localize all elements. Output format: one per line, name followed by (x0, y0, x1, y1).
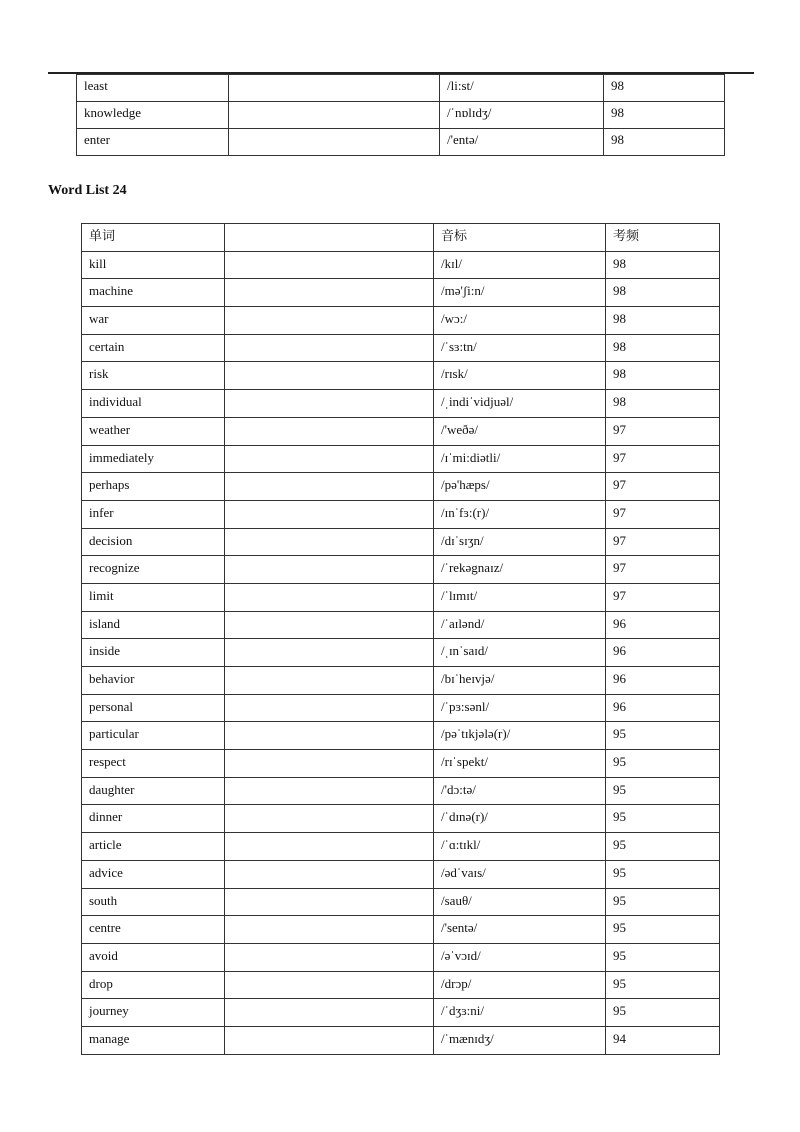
table-row (82, 943, 720, 971)
cell-word: article (82, 833, 225, 861)
table-row (82, 916, 720, 944)
cell-meaning (225, 722, 434, 750)
cell-word: advice (82, 860, 225, 888)
cell-frequency: 98 (606, 362, 720, 390)
cell-word: immediately (82, 445, 225, 473)
table-row (82, 667, 720, 695)
table-row (82, 528, 720, 556)
cell-meaning (225, 445, 434, 473)
cell-frequency: 96 (606, 611, 720, 639)
cell-meaning (225, 279, 434, 307)
cell-frequency: 98 (606, 390, 720, 418)
table-row (82, 888, 720, 916)
table-row (82, 279, 720, 307)
header-word: 单词 (82, 224, 225, 252)
table-row (82, 251, 720, 279)
cell-frequency: 96 (606, 639, 720, 667)
cell-phonetic: /rɪˈspekt/ (434, 750, 606, 778)
cell-word: infer (82, 500, 225, 528)
word-list-table-body (82, 251, 720, 1054)
cell-frequency: 97 (606, 528, 720, 556)
cell-phonetic: /dɪˈsɪʒn/ (434, 528, 606, 556)
previous-word-table (76, 74, 725, 156)
table-row (82, 971, 720, 999)
table-row (82, 750, 720, 778)
cell-meaning (225, 639, 434, 667)
cell-phonetic: /bɪˈheɪvjə/ (434, 667, 606, 695)
cell-frequency: 97 (606, 445, 720, 473)
cell-meaning (225, 307, 434, 335)
cell-phonetic: /'weðə/ (434, 417, 606, 445)
cell-frequency: 97 (606, 500, 720, 528)
cell-meaning (229, 75, 440, 102)
table-row (82, 362, 720, 390)
table-row (82, 694, 720, 722)
cell-frequency: 95 (606, 916, 720, 944)
table-row (82, 307, 720, 335)
cell-phonetic: /kɪl/ (434, 251, 606, 279)
cell-word: daughter (82, 777, 225, 805)
table-row (82, 556, 720, 584)
table-row (82, 334, 720, 362)
cell-meaning (225, 943, 434, 971)
cell-meaning (225, 473, 434, 501)
header-meaning (225, 224, 434, 252)
cell-frequency: 97 (606, 556, 720, 584)
cell-meaning (229, 129, 440, 156)
header-phonetic: 音标 (434, 224, 606, 252)
cell-frequency: 98 (604, 129, 725, 156)
cell-phonetic: /pəˈtɪkjələ(r)/ (434, 722, 606, 750)
cell-frequency: 98 (604, 75, 725, 102)
cell-phonetic: /ˌɪnˈsaɪd/ (434, 639, 606, 667)
cell-meaning (225, 777, 434, 805)
cell-frequency: 98 (606, 251, 720, 279)
cell-meaning (225, 500, 434, 528)
cell-phonetic: /'sentə/ (434, 916, 606, 944)
table-row (77, 129, 725, 156)
cell-meaning (225, 888, 434, 916)
cell-frequency: 95 (606, 777, 720, 805)
cell-meaning (225, 971, 434, 999)
cell-meaning (225, 916, 434, 944)
cell-phonetic: /ˈrekəgnaɪz/ (434, 556, 606, 584)
cell-phonetic: /ˈlɪmɪt/ (434, 583, 606, 611)
cell-phonetic: /pə'hæps/ (434, 473, 606, 501)
cell-phonetic: /wɔ:/ (434, 307, 606, 335)
cell-phonetic: /ˈsɜ:tn/ (434, 334, 606, 362)
cell-meaning (225, 334, 434, 362)
table-row (82, 583, 720, 611)
cell-word: avoid (82, 943, 225, 971)
cell-meaning (225, 611, 434, 639)
cell-phonetic: /li:st/ (440, 75, 604, 102)
cell-phonetic: /rɪsk/ (434, 362, 606, 390)
word-list-heading: Word List 24 (48, 183, 127, 198)
cell-meaning (225, 417, 434, 445)
cell-phonetic: /ˈpɜ:sənl/ (434, 694, 606, 722)
header-frequency: 考频 (606, 224, 720, 252)
cell-frequency: 95 (606, 971, 720, 999)
word-list-table (81, 223, 720, 1055)
cell-word: personal (82, 694, 225, 722)
cell-phonetic: /ˈɑ:tɪkl/ (434, 833, 606, 861)
cell-meaning (225, 1026, 434, 1054)
cell-word: perhaps (82, 473, 225, 501)
table-row (77, 75, 725, 102)
table-row (82, 833, 720, 861)
cell-word: behavior (82, 667, 225, 695)
cell-phonetic: /ˈnɒlɪdʒ/ (440, 102, 604, 129)
cell-word: certain (82, 334, 225, 362)
table-row (82, 722, 720, 750)
cell-word: decision (82, 528, 225, 556)
table-row (82, 445, 720, 473)
cell-frequency: 96 (606, 694, 720, 722)
cell-word: inside (82, 639, 225, 667)
cell-phonetic: /mə'ʃi:n/ (434, 279, 606, 307)
cell-word: particular (82, 722, 225, 750)
cell-word: risk (82, 362, 225, 390)
cell-word: journey (82, 999, 225, 1027)
table-row (82, 390, 720, 418)
cell-meaning (229, 102, 440, 129)
cell-word: recognize (82, 556, 225, 584)
cell-meaning (225, 667, 434, 695)
cell-phonetic: /ɪnˈfɜ:(r)/ (434, 500, 606, 528)
cell-word: drop (82, 971, 225, 999)
cell-meaning (225, 694, 434, 722)
cell-phonetic: /drɔp/ (434, 971, 606, 999)
cell-word: respect (82, 750, 225, 778)
cell-frequency: 95 (606, 750, 720, 778)
cell-phonetic: /'entə/ (440, 129, 604, 156)
table-row (77, 102, 725, 129)
cell-frequency: 97 (606, 417, 720, 445)
cell-word: manage (82, 1026, 225, 1054)
cell-word: south (82, 888, 225, 916)
cell-phonetic: /'dɔ:tə/ (434, 777, 606, 805)
cell-frequency: 97 (606, 583, 720, 611)
table-row (82, 417, 720, 445)
cell-phonetic: /sauθ/ (434, 888, 606, 916)
previous-word-table-body (77, 75, 725, 156)
cell-frequency: 98 (606, 334, 720, 362)
table-row (82, 1026, 720, 1054)
cell-word: kill (82, 251, 225, 279)
cell-frequency: 95 (606, 833, 720, 861)
cell-word: least (77, 75, 229, 102)
cell-word: island (82, 611, 225, 639)
cell-phonetic: /ədˈvaɪs/ (434, 860, 606, 888)
cell-meaning (225, 583, 434, 611)
cell-word: enter (77, 129, 229, 156)
cell-frequency: 95 (606, 722, 720, 750)
cell-frequency: 97 (606, 473, 720, 501)
table-header-row (82, 224, 720, 252)
cell-meaning (225, 390, 434, 418)
cell-phonetic: /ˈmænɪdʒ/ (434, 1026, 606, 1054)
table-row (82, 639, 720, 667)
cell-word: dinner (82, 805, 225, 833)
table-row (82, 500, 720, 528)
cell-meaning (225, 750, 434, 778)
cell-phonetic: /ˈdʒɜ:ni/ (434, 999, 606, 1027)
cell-word: individual (82, 390, 225, 418)
cell-meaning (225, 362, 434, 390)
cell-meaning (225, 805, 434, 833)
cell-frequency: 95 (606, 999, 720, 1027)
cell-frequency: 94 (606, 1026, 720, 1054)
cell-meaning (225, 833, 434, 861)
cell-phonetic: /ˌindiˈvidjuəl/ (434, 390, 606, 418)
table-row (82, 777, 720, 805)
cell-frequency: 98 (604, 102, 725, 129)
cell-phonetic: /əˈvɔɪd/ (434, 943, 606, 971)
cell-phonetic: /ˈdɪnə(r)/ (434, 805, 606, 833)
cell-frequency: 95 (606, 860, 720, 888)
cell-word: centre (82, 916, 225, 944)
table-row (82, 611, 720, 639)
cell-word: limit (82, 583, 225, 611)
table-row (82, 805, 720, 833)
cell-word: machine (82, 279, 225, 307)
cell-word: knowledge (77, 102, 229, 129)
cell-meaning (225, 999, 434, 1027)
table-row (82, 999, 720, 1027)
table-row (82, 860, 720, 888)
cell-frequency: 98 (606, 279, 720, 307)
cell-phonetic: /ˈaɪlənd/ (434, 611, 606, 639)
table-row (82, 473, 720, 501)
cell-frequency: 95 (606, 805, 720, 833)
cell-meaning (225, 251, 434, 279)
cell-frequency: 96 (606, 667, 720, 695)
cell-phonetic: /ɪˈmi:diətli/ (434, 445, 606, 473)
cell-word: weather (82, 417, 225, 445)
cell-word: war (82, 307, 225, 335)
cell-meaning (225, 860, 434, 888)
cell-frequency: 95 (606, 943, 720, 971)
cell-meaning (225, 528, 434, 556)
cell-frequency: 95 (606, 888, 720, 916)
cell-frequency: 98 (606, 307, 720, 335)
cell-meaning (225, 556, 434, 584)
